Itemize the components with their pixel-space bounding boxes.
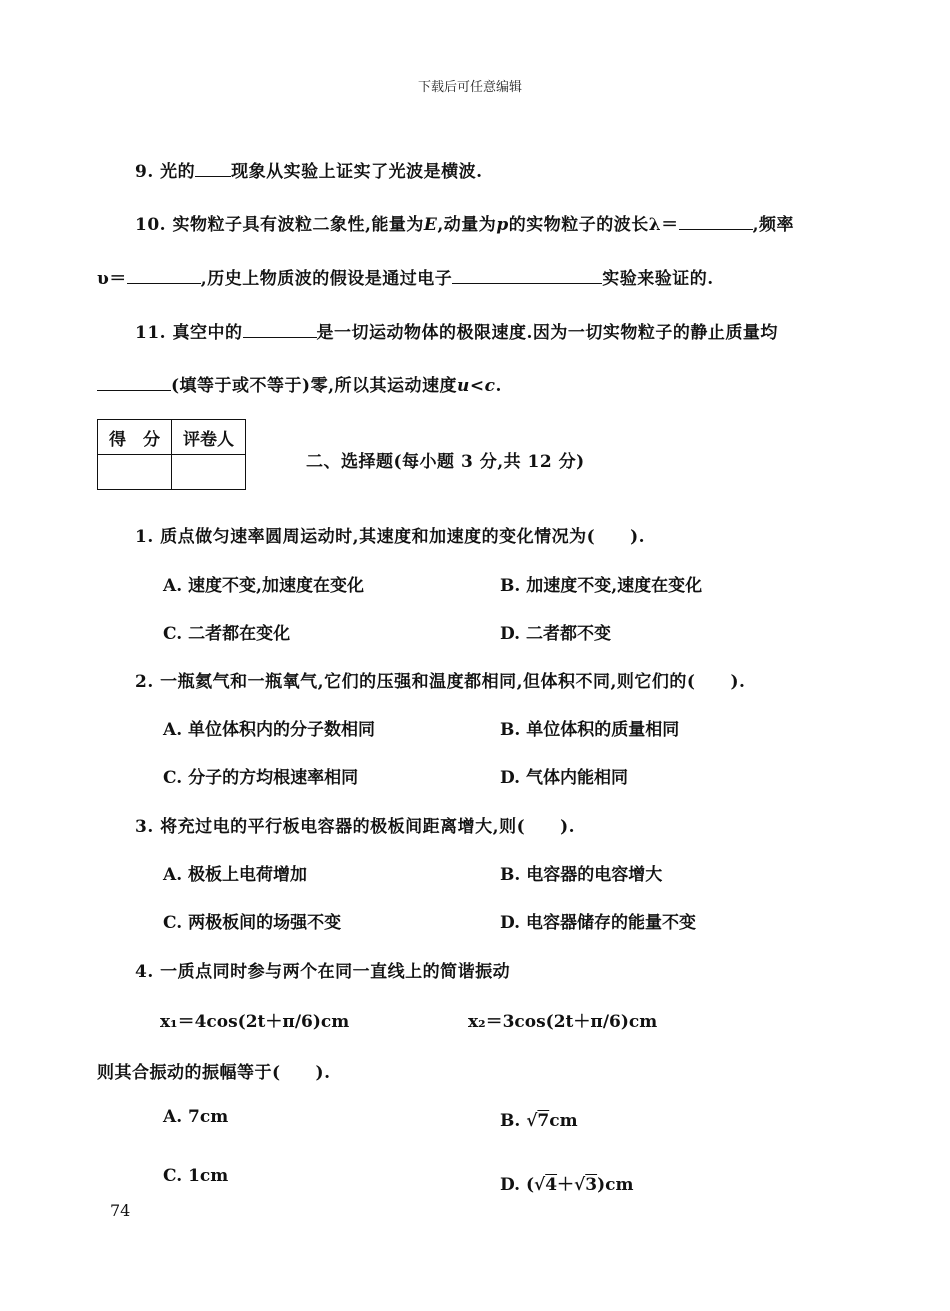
q11-var-c: c (484, 376, 496, 396)
q11-speed-blank[interactable] (243, 320, 317, 338)
score-table (97, 419, 246, 490)
q10-text-1: 10. 实物粒子具有波粒二象性,能量为 (135, 215, 424, 235)
mc-q3-option-a[interactable]: A. 极板上电荷增加 (163, 865, 308, 885)
mc-q1-stem: 1. 质点做匀速率圆周运动时,其速度和加速度的变化情况为( ). (135, 527, 646, 547)
page-number: 74 (110, 1201, 131, 1220)
mc-q1-option-a[interactable]: A. 速度不变,加速度在变化 (163, 576, 364, 596)
mc-q1-option-d[interactable]: D. 二者都不变 (500, 624, 611, 644)
q4b-prefix: B. √ (500, 1111, 538, 1131)
mc-q4-option-b[interactable] (500, 1111, 578, 1131)
q10-text-2: ,动量为 (437, 215, 497, 235)
mc-q2-stem: 2. 一瓶氦气和一瓶氧气,它们的压强和温度都相同,但体积不同,则它们的( ). (135, 672, 746, 692)
question-10-line1 (135, 210, 794, 235)
q9-blank[interactable] (195, 159, 231, 177)
q4d-mid: ＋√ (557, 1175, 586, 1195)
q10-var-p: p (496, 215, 509, 235)
grader-cell[interactable] (172, 455, 246, 490)
mc-q2-option-d[interactable]: D. 气体内能相同 (500, 768, 628, 788)
q10-text-3: 的实物粒子的波长λ＝ (508, 215, 679, 235)
mc-q4-tail: 则其合振动的振幅等于( ). (97, 1063, 331, 1083)
mc-q4-option-c[interactable]: C. 1cm (163, 1166, 229, 1186)
q11-text-1: 11. 真空中的 (135, 323, 243, 343)
q4d-prefix: D. (√ (500, 1175, 546, 1195)
question-10-line2 (97, 264, 714, 289)
header-note: 下载后可任意编辑 (418, 80, 523, 95)
q10-var-E: E (423, 215, 438, 235)
q11-mass-blank[interactable] (97, 373, 171, 391)
q11-lt: < (469, 376, 485, 396)
q10-frequency-blank[interactable] (127, 266, 201, 284)
mc-q4-option-a[interactable]: A. 7cm (163, 1107, 229, 1127)
q11-period: . (495, 376, 502, 396)
section-2-title: 二、选择题(每小题 3 分,共 12 分) (306, 452, 585, 472)
q10-text-7: 实验来验证的. (602, 269, 714, 289)
question-11-line2 (97, 371, 502, 396)
q4b-radicand: 7 (537, 1111, 550, 1131)
mc-q3-option-b[interactable]: B. 电容器的电容增大 (500, 865, 663, 885)
mc-q4-option-d[interactable] (500, 1170, 633, 1195)
mc-q3-stem: 3. 将充过电的平行板电容器的极板间距离增大,则( ). (135, 817, 576, 837)
score-cell[interactable] (98, 455, 172, 490)
q10-experiment-blank[interactable] (452, 266, 602, 284)
score-label: 得 分 (98, 420, 172, 455)
question-11-line1 (135, 318, 778, 343)
q4d-radicand-2: 3 (585, 1175, 598, 1195)
mc-q2-option-c[interactable]: C. 分子的方均根速率相同 (163, 768, 359, 788)
q11-text-2: 是一切运动物体的极限速度.因为一切实物粒子的静止质量均 (316, 323, 778, 343)
mc-q1-option-c[interactable]: C. 二者都在变化 (163, 624, 291, 644)
q4d-radicand-1: 4 (545, 1175, 558, 1195)
mc-q4-equation-x1: x₁＝4cos(2t＋π/6)cm (160, 1012, 350, 1032)
q9-text-before: 9. 光的 (135, 162, 196, 182)
question-9 (135, 157, 483, 182)
mc-q3-option-c[interactable]: C. 两极板间的场强不变 (163, 913, 342, 933)
q11-var-u: u (457, 376, 470, 396)
q9-text-after: 现象从实验上证实了光波是横波. (231, 162, 483, 182)
mc-q2-option-a[interactable]: A. 单位体积内的分子数相同 (163, 720, 376, 740)
grader-label: 评卷人 (172, 420, 246, 455)
q10-text-4: ,频率 (752, 215, 795, 235)
mc-q3-option-d[interactable]: D. 电容器储存的能量不变 (500, 913, 696, 933)
mc-q4-equation-x2: x₂＝3cos(2t＋π/6)cm (468, 1012, 658, 1032)
q11-text-3: (填等于或不等于)零,所以其运动速度 (171, 376, 458, 396)
q10-wavelength-blank[interactable] (679, 212, 753, 230)
q10-text-6: ,历史上物质波的假设是通过电子 (200, 269, 453, 289)
mc-q2-option-b[interactable]: B. 单位体积的质量相同 (500, 720, 680, 740)
mc-q4-stem: 4. 一质点同时参与两个在同一直线上的简谐振动 (135, 962, 511, 982)
q10-text-5: υ＝ (97, 269, 127, 289)
q4b-suffix: cm (549, 1111, 578, 1131)
mc-q1-option-b[interactable]: B. 加速度不变,速度在变化 (500, 576, 703, 596)
q4d-suffix: )cm (597, 1175, 634, 1195)
